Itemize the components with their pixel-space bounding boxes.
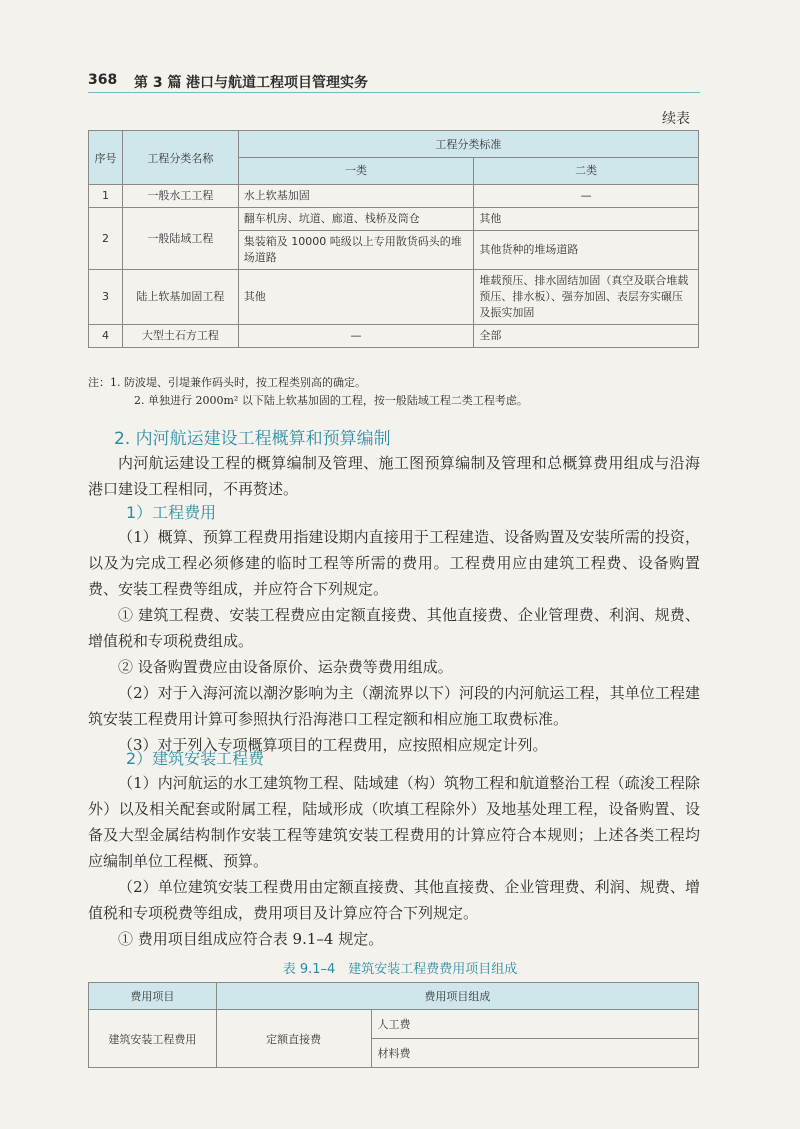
continued-label: 续表: [662, 111, 690, 127]
paragraph: （2）单位建筑安装工程费用由定额直接费、其他直接费、企业管理费、利润、规费、增值税和专项税费等组成，费用项目及计算应符合下列规定。: [88, 878, 700, 922]
table-row: [89, 185, 699, 208]
cell-leaf: 人工费: [371, 1010, 698, 1039]
section-intro: [88, 450, 700, 502]
page-header: [88, 70, 700, 92]
cell-name: 陆上软基加固工程: [122, 270, 238, 325]
paragraph: ① 建筑工程费、安装工程费应由定额直接费、其他直接费、企业管理费、利润、规费、增值税和专项税费组成。: [88, 606, 700, 650]
cell-seq: 2: [89, 208, 123, 270]
cell-leaf: 材料费: [371, 1039, 698, 1068]
cell-class2: 其他: [474, 208, 699, 231]
paragraph: （1）概算、预算工程费用指建设期内直接用于工程建造、设备购置及安装所需的投资，以及为完成工程必须修建的临时工程等所需的费用。工程费用应由建筑工程费、设备购置费、安装工程费等组成，并应符合下列规定。: [88, 528, 700, 598]
header-divider: [88, 92, 700, 93]
table-row: [89, 1010, 699, 1039]
subsection-heading: 2）建筑安装工程费: [126, 749, 265, 768]
header-name: 工程分类名称: [122, 131, 238, 185]
cell-class1: 其他: [238, 270, 474, 325]
table-notes: [88, 374, 700, 410]
header-class2: 二类: [474, 158, 699, 185]
cell-name: 一般陆域工程: [122, 208, 238, 270]
cell-class1: —: [238, 325, 474, 348]
table-row: [89, 270, 699, 325]
cell-name: 一般水工工程: [122, 185, 238, 208]
paragraph: ② 设备购置费应由设备原价、运杂费等费用组成。: [118, 658, 453, 676]
cell-class1: 翻车机房、坑道、廊道、栈桥及筒仓: [238, 208, 474, 231]
subsection-1-body: [88, 524, 700, 758]
cell-seq: 1: [89, 185, 123, 208]
paragraph: ① 费用项目组成应符合表 9.1–4 规定。: [118, 930, 384, 948]
cell-class2: 全部: [474, 325, 699, 348]
header-class1: 一类: [238, 158, 474, 185]
header-seq: 序号: [89, 131, 123, 185]
paragraph: （2）对于入海河流以潮汐影响为主（潮流界以下）河段的内河航运工程，其单位工程建筑安装工程费用计算可参照执行沿海港口工程定额和相应施工取费标准。: [88, 684, 700, 728]
table-row: [89, 325, 699, 348]
table-row: [89, 208, 699, 231]
cell-class2: 其他货种的堆场道路: [474, 231, 699, 270]
header-item: 费用项目: [89, 983, 217, 1010]
section-heading: 2. 内河航运建设工程概算和预算编制: [114, 429, 391, 449]
classification-table: [88, 130, 699, 348]
paragraph: （3）对于列入专项概算项目的工程费用，应按照相应规定计列。: [118, 736, 548, 754]
paragraph: 内河航运建设工程的概算编制及管理、施工图预算编制及管理和总概算费用组成与沿海港口建设工程相同，不再赘述。: [88, 454, 700, 498]
cell-seq: 3: [89, 270, 123, 325]
cell-sub: 定额直接费: [216, 1010, 371, 1068]
page-number: 368: [88, 72, 118, 88]
cell-class1: 水上软基加固: [238, 185, 474, 208]
section-label: 港口与航道工程项目管理实务: [186, 75, 368, 91]
note-2: 2. 单独进行 2000m² 以下陆上软基加固的工程，按一般陆域工程二类工程考虑。: [134, 394, 528, 407]
cell-class2: 堆载预压、排水固结加固（真空及联合堆载预压、排水板）、强夯加固、表层夯实碾压及振实加固: [474, 270, 699, 325]
cell-seq: 4: [89, 325, 123, 348]
cell-name: 大型土石方工程: [122, 325, 238, 348]
header-standard: 工程分类标准: [238, 131, 698, 158]
cell-class1: 集装箱及 10000 吨级以上专用散货码头的堆场道路: [238, 231, 474, 270]
subsection-heading: 1）工程费用: [126, 503, 217, 522]
cell-item: 建筑安装工程费用: [89, 1010, 217, 1068]
header-composition: 费用项目组成: [216, 983, 698, 1010]
cost-composition-table: [88, 982, 699, 1068]
chapter-label: 第 3 篇: [134, 75, 182, 91]
paragraph: （1）内河航运的水工建筑物工程、陆域建（构）筑物工程和航道整治工程（疏浚工程除外）以及相关配套或附属工程，陆域形成（吹填工程除外）及地基处理工程，设备购置、设备及大型金属结构制作安装工程等建筑安装工程费用的计算应符合本规则；上述各类工程均应编制单位工程概、预算。: [88, 774, 700, 870]
cell-class2: —: [474, 185, 699, 208]
note-1: 注：1. 防波堤、引堤兼作码头时，按工程类别高的确定。: [88, 376, 366, 389]
subsection-2-body: [88, 770, 700, 952]
table-caption: 表 9.1–4 建筑安装工程费费用项目组成: [282, 962, 518, 977]
